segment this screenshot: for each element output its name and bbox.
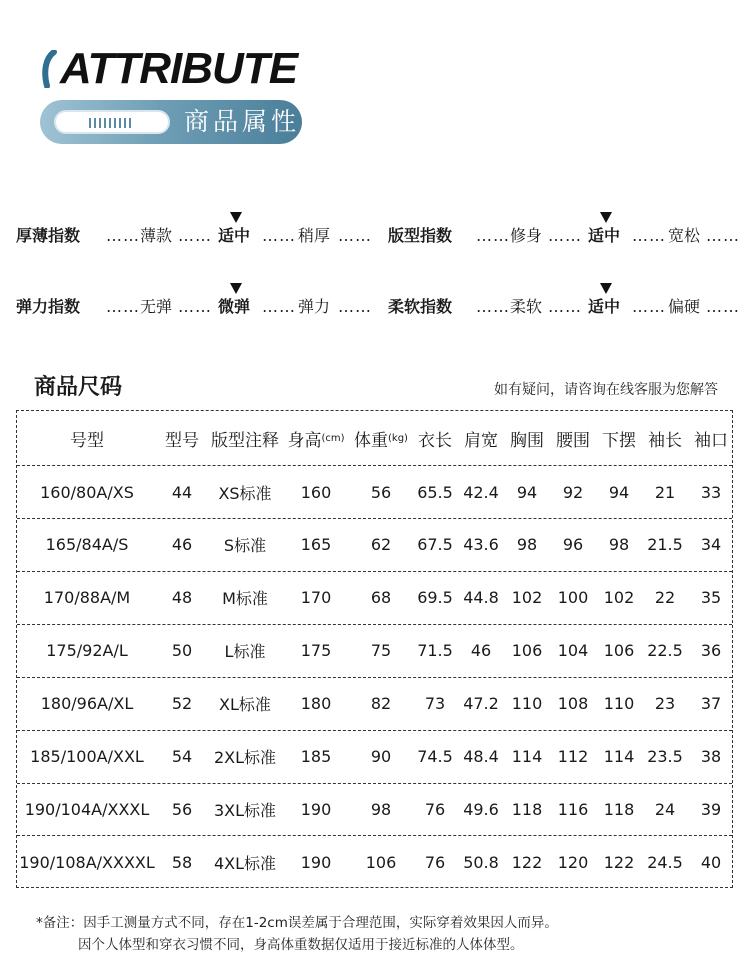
table-cell: 102 [511,588,543,608]
attr-option: 柔软 [510,297,543,316]
table-cell: 185 [300,747,332,766]
attr-dots: …… [338,297,372,316]
pill-slider-icon [54,110,170,134]
table-cell: 56 [171,799,193,819]
table-cell: M标准 [222,589,268,609]
table-cell: 42.4 [463,482,499,502]
attr-option-selected: 适中 [218,226,251,245]
table-cell: 94 [608,482,630,502]
selected-arrow-icon [600,212,612,223]
table-cell: 185/100A/XXL [30,747,144,766]
header-cell: 型号 [165,430,199,451]
attr-dots: …… [632,297,666,316]
table-cell: 76 [424,799,446,819]
table-cell: 94 [516,482,538,502]
table-cell: S标准 [223,536,267,556]
table-cell: 58 [171,853,193,873]
header-cell: 袖口 [694,430,728,451]
table-cell: 46 [171,535,193,555]
attr-dots: …… [476,297,510,316]
table-cell: 118 [511,799,543,819]
attr-option: 弹力 [298,297,331,316]
table-cell: 98 [608,535,630,555]
table-cell: 106 [511,641,543,661]
table-cell: 102 [603,588,635,608]
attr-option-selected: 微弹 [218,297,251,316]
table-cell: 165/84A/S [45,535,129,555]
table-cell: 90 [370,747,392,766]
table-cell: 180 [300,694,332,714]
header-cell-text: 体重 [354,430,389,451]
attribute-row-1 [0,212,750,252]
attr-dots: …… [706,226,740,245]
table-cell: 122 [511,853,543,873]
table-cell: 36 [700,641,722,661]
table-cell: 22.5 [647,641,683,661]
table-cell: 114 [603,747,635,766]
attr-option: 无弹 [140,297,173,316]
table-cell: 3XL标准 [213,800,277,820]
table-cell: 180/96A/XL [40,694,134,714]
brand-bracket-icon [40,50,58,88]
table-cell: XS标准 [218,483,272,503]
table-row [17,678,732,731]
table-cell: 170 [300,588,332,608]
attr-dots: …… [548,226,582,245]
table-cell: 112 [557,747,589,766]
table-cell: 190/108A/XXXXL [19,853,155,873]
table-cell: 120 [557,853,589,873]
table-cell: 110 [603,694,635,714]
size-help-note: 如有疑问，请咨询在线客服为您解答 [494,382,718,398]
attr-label: 柔软指数 [388,297,453,316]
header-unit: (kg) [388,432,408,444]
table-cell: 21 [654,482,676,502]
header-cell: 衣长 [418,430,452,451]
table-cell: 33 [700,482,722,502]
table-cell: 96 [562,535,584,555]
table-cell: XL标准 [219,695,271,715]
table-cell: 23 [654,694,676,714]
table-cell: 54 [171,747,193,766]
table-cell: 48 [171,588,193,608]
attr-dots: …… [262,226,296,245]
attr-option: 薄款 [140,226,173,245]
table-cell: 22 [654,588,676,608]
table-cell: 73 [424,694,446,714]
table-cell: 170/88A/M [43,588,131,608]
table-row [17,519,732,572]
attr-label: 版型指数 [388,226,453,245]
section-pill [40,100,302,144]
table-cell: 190/104A/XXXL [24,799,150,819]
table-cell: 2XL标准 [213,748,277,767]
footnote [36,912,558,956]
table-cell: 92 [562,482,584,502]
header-cell: 下摆 [602,430,636,451]
table-cell: 47.2 [463,694,499,714]
footnote-line-2: 因个人体型和穿衣习惯不同，身高体重数据仅适用于接近标准的人体体型。 [78,937,524,953]
table-cell: 38 [700,747,722,766]
table-cell: 48.4 [463,747,499,766]
attr-option: 修身 [510,226,543,245]
table-row [17,731,732,784]
table-cell: 98 [516,535,538,555]
table-cell: 104 [557,641,589,661]
attr-option-selected: 适中 [588,226,621,245]
table-cell: 106 [365,853,397,873]
table-cell: 49.6 [463,799,499,819]
table-row [17,783,732,836]
table-cell: 175/92A/L [46,641,128,661]
table-cell: 98 [370,799,392,819]
size-table [16,410,733,888]
table-cell: 190 [300,799,332,819]
table-cell: 116 [557,799,589,819]
attr-label: 弹力指数 [16,297,81,316]
attr-dots: …… [476,226,510,245]
header-cell: 版型注释 [211,430,279,451]
section-pill-label: 商品属性 [184,107,301,136]
table-cell: 50.8 [463,853,499,873]
attr-dots: …… [632,226,666,245]
table-row [17,625,732,678]
table-cell: 71.5 [417,641,453,661]
table-cell: 74.5 [417,747,453,766]
attr-dots: …… [338,226,372,245]
table-cell: 46 [470,641,492,661]
attr-option-selected: 适中 [588,297,621,316]
attr-option: 偏硬 [668,297,701,316]
table-cell: 24 [654,799,676,819]
footnote-line-1: *备注：因手工测量方式不同，存在1-2cm误差属于合理范围，实际穿着效果因人而异。 [36,915,558,931]
header-cell: 肩宽 [464,430,498,451]
header-unit: (cm) [321,432,345,444]
attr-option: 稍厚 [298,226,331,245]
table-cell: 40 [700,853,722,873]
attr-dots: …… [106,297,140,316]
table-cell: 34 [700,535,722,555]
table-row [17,836,732,889]
table-cell: 190 [300,853,332,873]
table-cell: 37 [700,694,722,714]
table-cell: 100 [557,588,589,608]
header-cell: 腰围 [556,430,590,451]
selected-arrow-icon [230,283,242,294]
table-cell: 44.8 [463,588,499,608]
table-cell: 110 [511,694,543,714]
table-cell: 24.5 [647,853,683,873]
header-cell: 胸围 [510,430,544,451]
table-cell: 69.5 [417,588,453,608]
brand-word: ATTRIBUTE [60,44,298,93]
header-cell-text: 身高 [287,430,322,451]
table-cell: 23.5 [647,747,683,766]
table-cell: 118 [603,799,635,819]
attr-dots: …… [548,297,582,316]
table-cell: 114 [511,747,543,766]
attr-dots: …… [262,297,296,316]
table-cell: 106 [603,641,635,661]
selected-arrow-icon [600,283,612,294]
header-cell: 号型 [70,430,104,451]
table-cell: 165 [300,535,332,555]
attr-dots: …… [706,297,740,316]
table-cell: 39 [700,799,722,819]
table-cell: 62 [370,535,392,555]
table-cell: L标准 [224,642,266,662]
table-cell: 160 [300,482,332,502]
header-cell-height [285,411,347,465]
selected-arrow-icon [230,212,242,223]
attr-dots: …… [178,226,212,245]
table-row [17,572,732,625]
table-cell: 67.5 [417,535,453,555]
table-cell: 175 [300,641,332,661]
header-cell-weight [349,411,413,465]
table-cell: 43.6 [463,535,499,555]
attribute-row-2 [0,283,750,323]
attr-option: 宽松 [668,226,701,245]
table-cell: 50 [171,641,193,661]
table-cell: 108 [557,694,589,714]
table-header-row [17,411,732,466]
attr-label: 厚薄指数 [16,226,81,245]
table-cell: 75 [370,641,392,661]
table-cell: 56 [370,482,392,502]
table-cell: 160/80A/XS [40,482,134,502]
table-cell: 52 [171,694,193,714]
table-cell: 44 [171,482,193,502]
table-cell: 21.5 [647,535,683,555]
table-cell: 65.5 [417,482,453,502]
table-cell: 4XL标准 [213,854,277,874]
table-cell: 76 [424,853,446,873]
attr-dots: …… [178,297,212,316]
table-cell: 122 [603,853,635,873]
attr-dots: …… [106,226,140,245]
table-cell: 68 [370,588,392,608]
table-cell: 35 [700,588,722,608]
table-cell: 82 [370,694,392,714]
table-row [17,466,732,519]
header-cell: 袖长 [648,430,682,451]
size-section-title: 商品尺码 [34,375,123,400]
